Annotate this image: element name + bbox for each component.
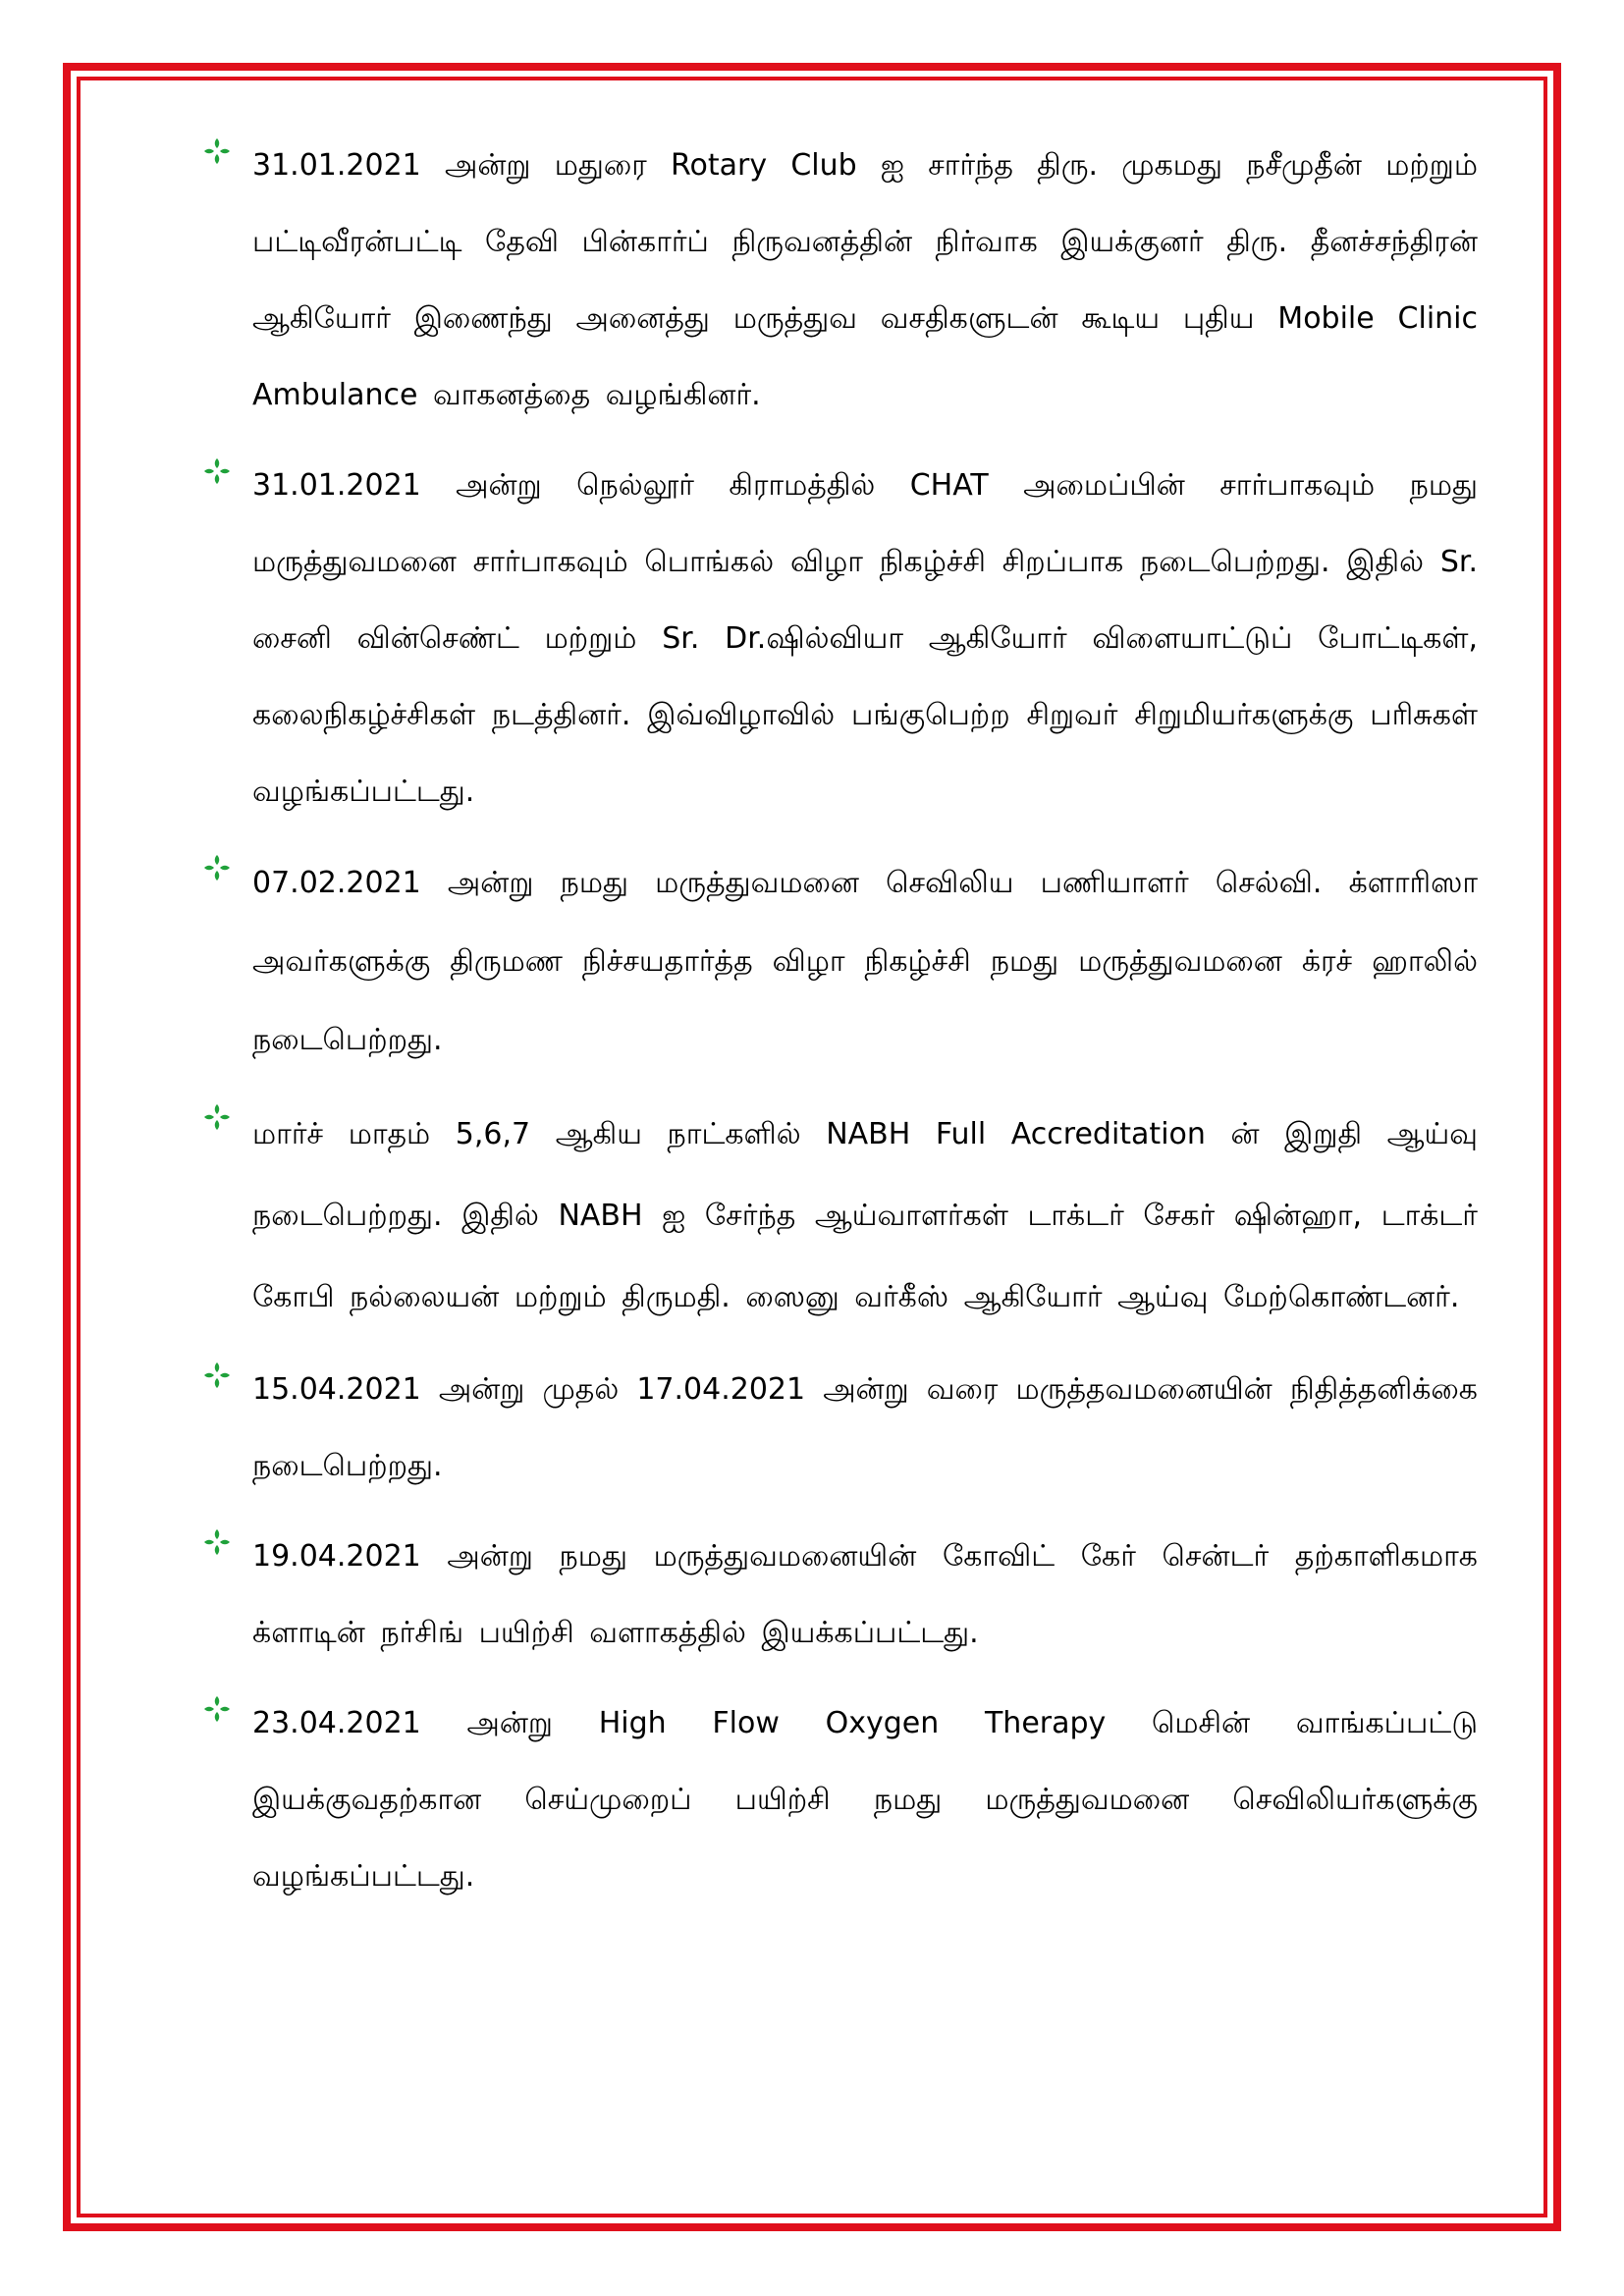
- list-item-text: 23.04.2021 அன்று High Flow Oxygen Therapy மெசின் வாங்கப்பட்டு இயக்குவதற்கான செய்முறைப் பயிற்சி நமது மருத்துவமனை செவிலியர்களுக்கு வழங்கப்பட்டது.: [252, 1706, 1478, 1894]
- four-leaf-clover-bullet-icon: [201, 852, 233, 883]
- four-leaf-clover-bullet-icon: [201, 1693, 233, 1725]
- list-item-text: 07.02.2021 அன்று நமது மருத்துவமனை செவிலிய பணியாளர் செல்வி. க்ளாரிஸா அவர்களுக்கு திருமண நிச்சயதார்த்த விழா நிகழ்ச்சி நமது மருத்துவமனை க்ரச் ஹாலில் நடைபெற்றது.: [252, 866, 1478, 1057]
- list-item-text: 19.04.2021 அன்று நமது மருத்துவமனையின் கோவிட் கேர் சென்டர் தற்காளிகமாக க்ளாடின் நர்சிங் பயிற்சி வளாகத்தில் இயக்கப்பட்டது.: [252, 1539, 1478, 1650]
- list-item: [201, 1094, 1478, 1338]
- list-item-text: 31.01.2021 அன்று மதுரை Rotary Club ஐ சார்ந்த திரு. முகமது நசீமுதீன் மற்றும் பட்டிவீரன்பட்டி தேவி பின்கார்ப் நிருவனத்தின் நிர்வாக இயக்குனர் திரு. தீனச்சந்திரன் ஆகியோர் இணைந்து அனைத்து மருத்துவ வசதிகளுடன் கூடிய புதிய Mobile Clinic Ambulance வாகனத்தை வழங்கினர்.: [252, 148, 1478, 412]
- list-item: [201, 128, 1478, 434]
- four-leaf-clover-bullet-icon: [201, 135, 233, 167]
- list-item: [201, 448, 1478, 830]
- list-item: [201, 844, 1478, 1080]
- four-leaf-clover-bullet-icon: [201, 1360, 233, 1391]
- list-item-text: மார்ச் மாதம் 5,6,7 ஆகிய நாட்களில் NABH Full Accreditation ன் இறுதி ஆய்வு நடைபெற்றது. இதில் NABH ஐ சேர்ந்த ஆய்வாளர்கள் டாக்டர் சேகர் ஷின்ஹா, டாக்டர் கோபி நல்லையன் மற்றும் திருமதி. ஸைனு வர்கீஸ் ஆகியோர் ஆய்வு மேற்கொண்டனர்.: [252, 1117, 1478, 1314]
- list-item: [201, 1352, 1478, 1505]
- document-body: [201, 128, 1478, 1929]
- list-item: [201, 1685, 1478, 1915]
- list-item-text: 31.01.2021 அன்று நெல்லூர் கிராமத்தில் CHAT அமைப்பின் சார்பாகவும் நமது மருத்துவமனை சார்பாகவும் பொங்கல் விழா நிகழ்ச்சி சிறப்பாக நடைபெற்றது. இதில் Sr. சைனி வின்செண்ட் மற்றும் Sr. Dr.ஷில்வியா ஆகியோர் விளையாட்டுப் போட்டிகள், கலைநிகழ்ச்சிகள் நடத்தினர். இவ்விழாவில் பங்குபெற்ற சிறுவர் சிறுமியர்களுக்கு பரிசுகள் வழங்கப்பட்டது.: [252, 468, 1478, 809]
- list-item-text: 15.04.2021 அன்று முதல் 17.04.2021 அன்று வரை மருத்தவமனையின் நிதித்தனிக்கை நடைபெற்றது.: [252, 1372, 1478, 1483]
- four-leaf-clover-bullet-icon: [201, 1526, 233, 1558]
- four-leaf-clover-bullet-icon: [201, 455, 233, 487]
- list-item: [201, 1519, 1478, 1672]
- four-leaf-clover-bullet-icon: [201, 1101, 233, 1133]
